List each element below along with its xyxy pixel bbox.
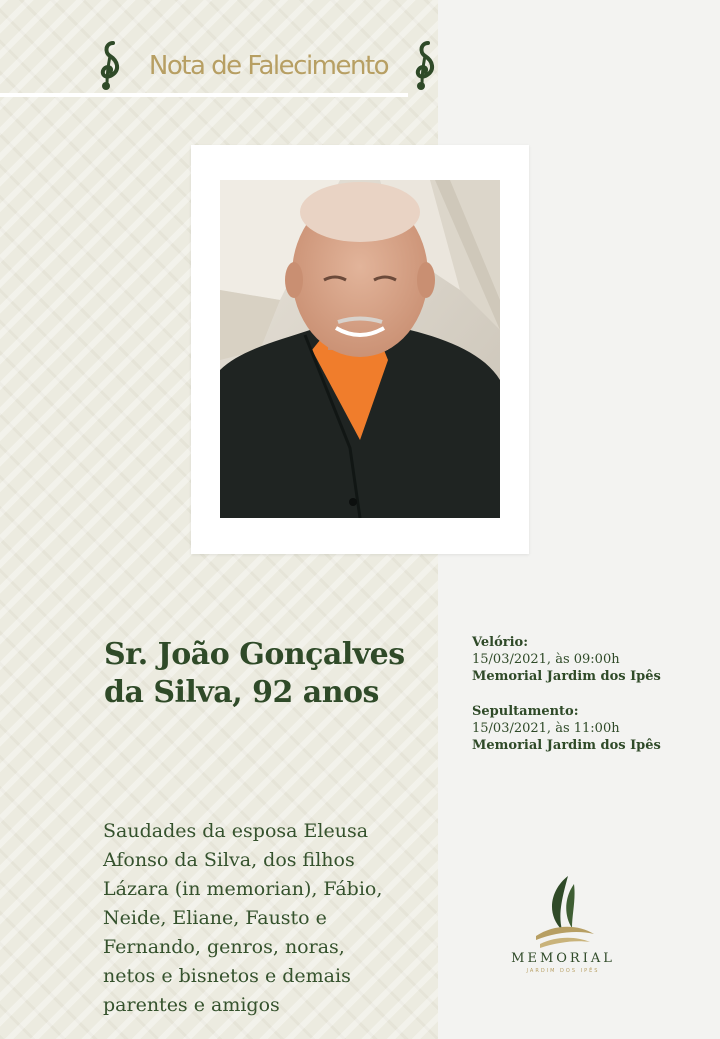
message-line: parentes e amigos bbox=[103, 994, 280, 1016]
services-info bbox=[472, 634, 702, 772]
burial-info bbox=[472, 703, 702, 754]
portrait-photo bbox=[220, 180, 500, 518]
portrait-illustration bbox=[220, 180, 500, 518]
message-line: Neide, Eliane, Fausto e bbox=[103, 907, 327, 929]
header-divider bbox=[0, 93, 408, 97]
leaf-flame-icon bbox=[528, 874, 598, 949]
message-line: Saudades da esposa Eleusa bbox=[103, 820, 369, 842]
deceased-name bbox=[104, 636, 424, 712]
logo-name: MEMORIAL bbox=[511, 951, 615, 966]
message-line: Lázara (in memorian), Fábio, bbox=[103, 878, 383, 900]
page-title: Nota de Falecimento bbox=[148, 51, 389, 81]
memorial-logo bbox=[498, 874, 628, 984]
name-line-1: Sr. João Gonçalves bbox=[104, 637, 405, 672]
burial-datetime: 15/03/2021, às 11:00h bbox=[472, 721, 620, 736]
message-line: Afonso da Silva, dos filhos bbox=[103, 849, 355, 871]
wake-datetime: 15/03/2021, às 09:00h bbox=[472, 652, 620, 667]
message-line: Fernando, genros, noras, bbox=[103, 936, 345, 958]
wake-label: Velório: bbox=[472, 635, 529, 650]
message-line: netos e bisnetos e demais bbox=[103, 965, 351, 987]
photo-frame bbox=[191, 145, 529, 554]
wake-place: Memorial Jardim dos Ipês bbox=[472, 669, 661, 684]
treble-flourish-icon bbox=[411, 40, 441, 92]
treble-flourish-icon bbox=[96, 40, 126, 92]
condolence-message bbox=[103, 817, 423, 1020]
burial-place: Memorial Jardim dos Ipês bbox=[472, 738, 661, 753]
wake-info bbox=[472, 634, 702, 685]
header bbox=[96, 38, 441, 94]
name-line-2: da Silva, 92 anos bbox=[104, 675, 379, 710]
logo-subtitle: JARDIM DOS IPÊS bbox=[526, 968, 600, 974]
burial-label: Sepultamento: bbox=[472, 704, 579, 719]
